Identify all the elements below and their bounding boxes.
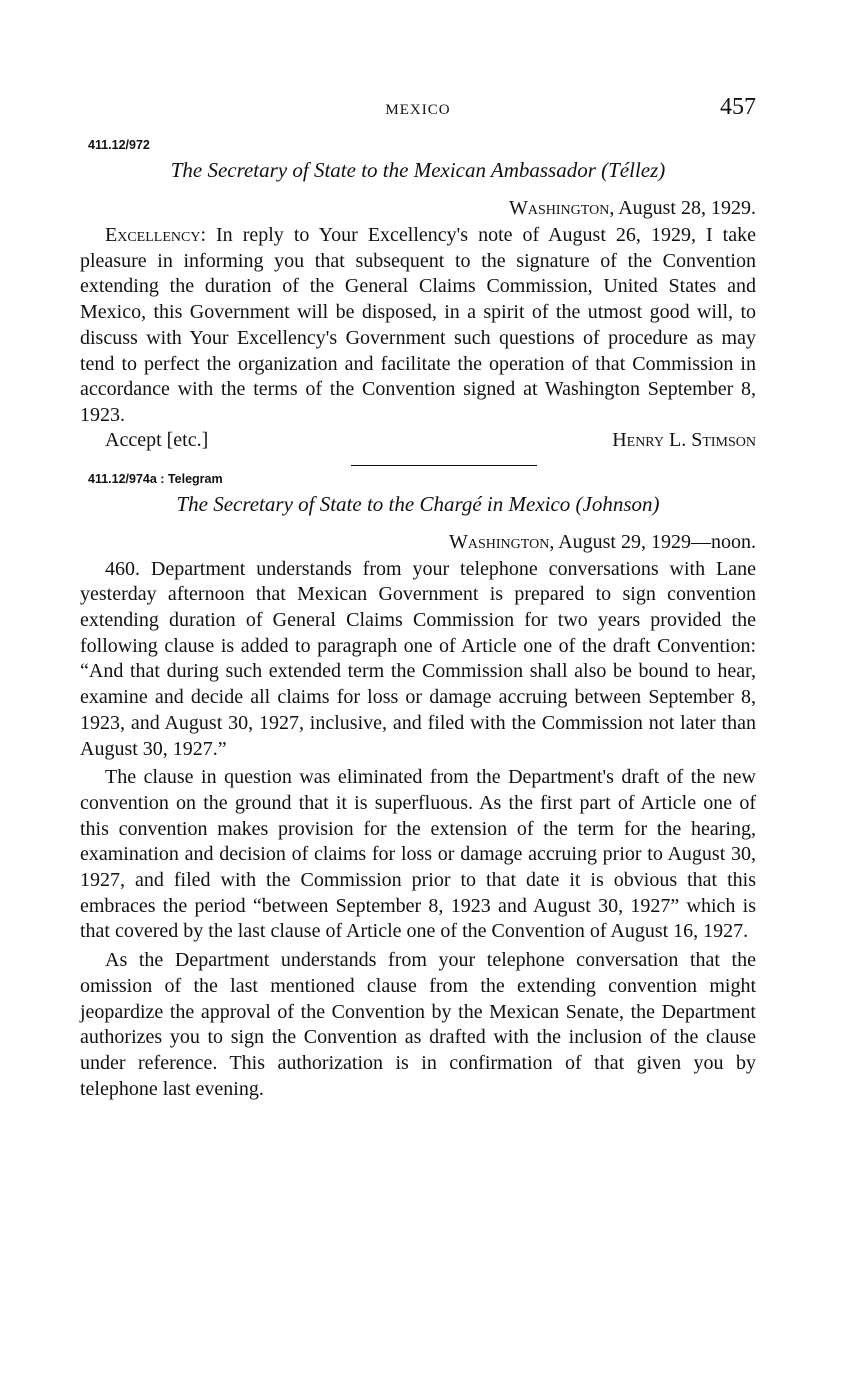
- heading-text: The Secretary of State to the Chargé in Mexico: [176, 491, 576, 516]
- dateline-city: Washington: [449, 530, 550, 553]
- closing-phrase: Accept [etc.]: [105, 428, 209, 451]
- running-title: MEXICO: [385, 102, 451, 118]
- dateline-1: [80, 197, 756, 220]
- heading-recipient: (Johnson): [575, 491, 660, 516]
- dateline-date: , August 28, 1929.: [609, 197, 756, 219]
- letter-text: : In reply to Your Excellency's note of August 26, 1929, I take pleasure in informing you that subsequent to the signature of the Convention extending the duration of the General Claims Commission, United States and Mexico, this Government will be disposed, in a spirit of the utmost good will, to discuss with Your Excellency's Government such questions of procedure as may tend to perfect the organization and facilitate the operation of that Commission in accordance with the terms of the Convention signed at Washington September 8, 1923.: [80, 224, 756, 426]
- telegram-paragraph-1: 460. Department understands from your telephone conversations with Lane yesterday afternoon that Mexican Government is prepared to sign convention extending duration of General Claims Commission for two years provided the following clause is added to paragraph one of Article one of the draft Convention: “And that during such extended term the Commission shall also be bound to hear, examine and decide all claims for loss or damage accruing between September 8, 1923, and August 30, 1927, inclusive, and filed with the Commission not later than August 30, 1927.”: [80, 557, 756, 760]
- heading-recipient: (Téllez): [601, 158, 666, 182]
- document-page: [80, 92, 756, 1102]
- dateline-date: , August 29, 1929—noon.: [549, 530, 756, 553]
- telegram-paragraph-2: The clause in question was eliminated from the Department's draft of the new convention on the ground that it is superfluous. As the first part of Article one of this convention makes provision for the extension of the term for the hearing, examination and decision of claims for loss or damage accruing prior to August 30, 1927, and filed with the Commission prior to that date it is obvious that this embraces the period “between September 8, 1923 and August 30, 1927” which is that covered by the last clause of Article one of the Convention of August 16, 1927.: [80, 766, 756, 943]
- file-reference-2: 411.12/974a : Telegram: [88, 471, 223, 486]
- dateline-city: Washington: [509, 197, 610, 219]
- running-head: [80, 92, 756, 132]
- letter-body: [80, 223, 756, 429]
- heading-text: The Secretary of State to the Mexican Ambassador: [170, 158, 602, 182]
- document-heading-2: [80, 492, 756, 517]
- page-number: 457: [720, 94, 756, 120]
- telegram-paragraph-3: As the Department understands from your telephone conversation that the omission of the last mentioned clause from the extending convention might jeopardize the approval of the Convention by the Mexican Senate, the Department authorizes you to sign the Convention as drafted with the inclusion of the clause under reference. This authorization is in confirmation of that given you by telephone last evening.: [80, 949, 756, 1100]
- section-divider: [351, 465, 537, 466]
- salutation: Excellency: [105, 224, 201, 246]
- closing-line: [80, 429, 756, 457]
- file-reference-1: 411.12/972: [88, 138, 150, 152]
- document-heading-1: [80, 158, 756, 183]
- dateline-2: [80, 531, 756, 554]
- signature: Henry L. Stimson: [612, 428, 756, 451]
